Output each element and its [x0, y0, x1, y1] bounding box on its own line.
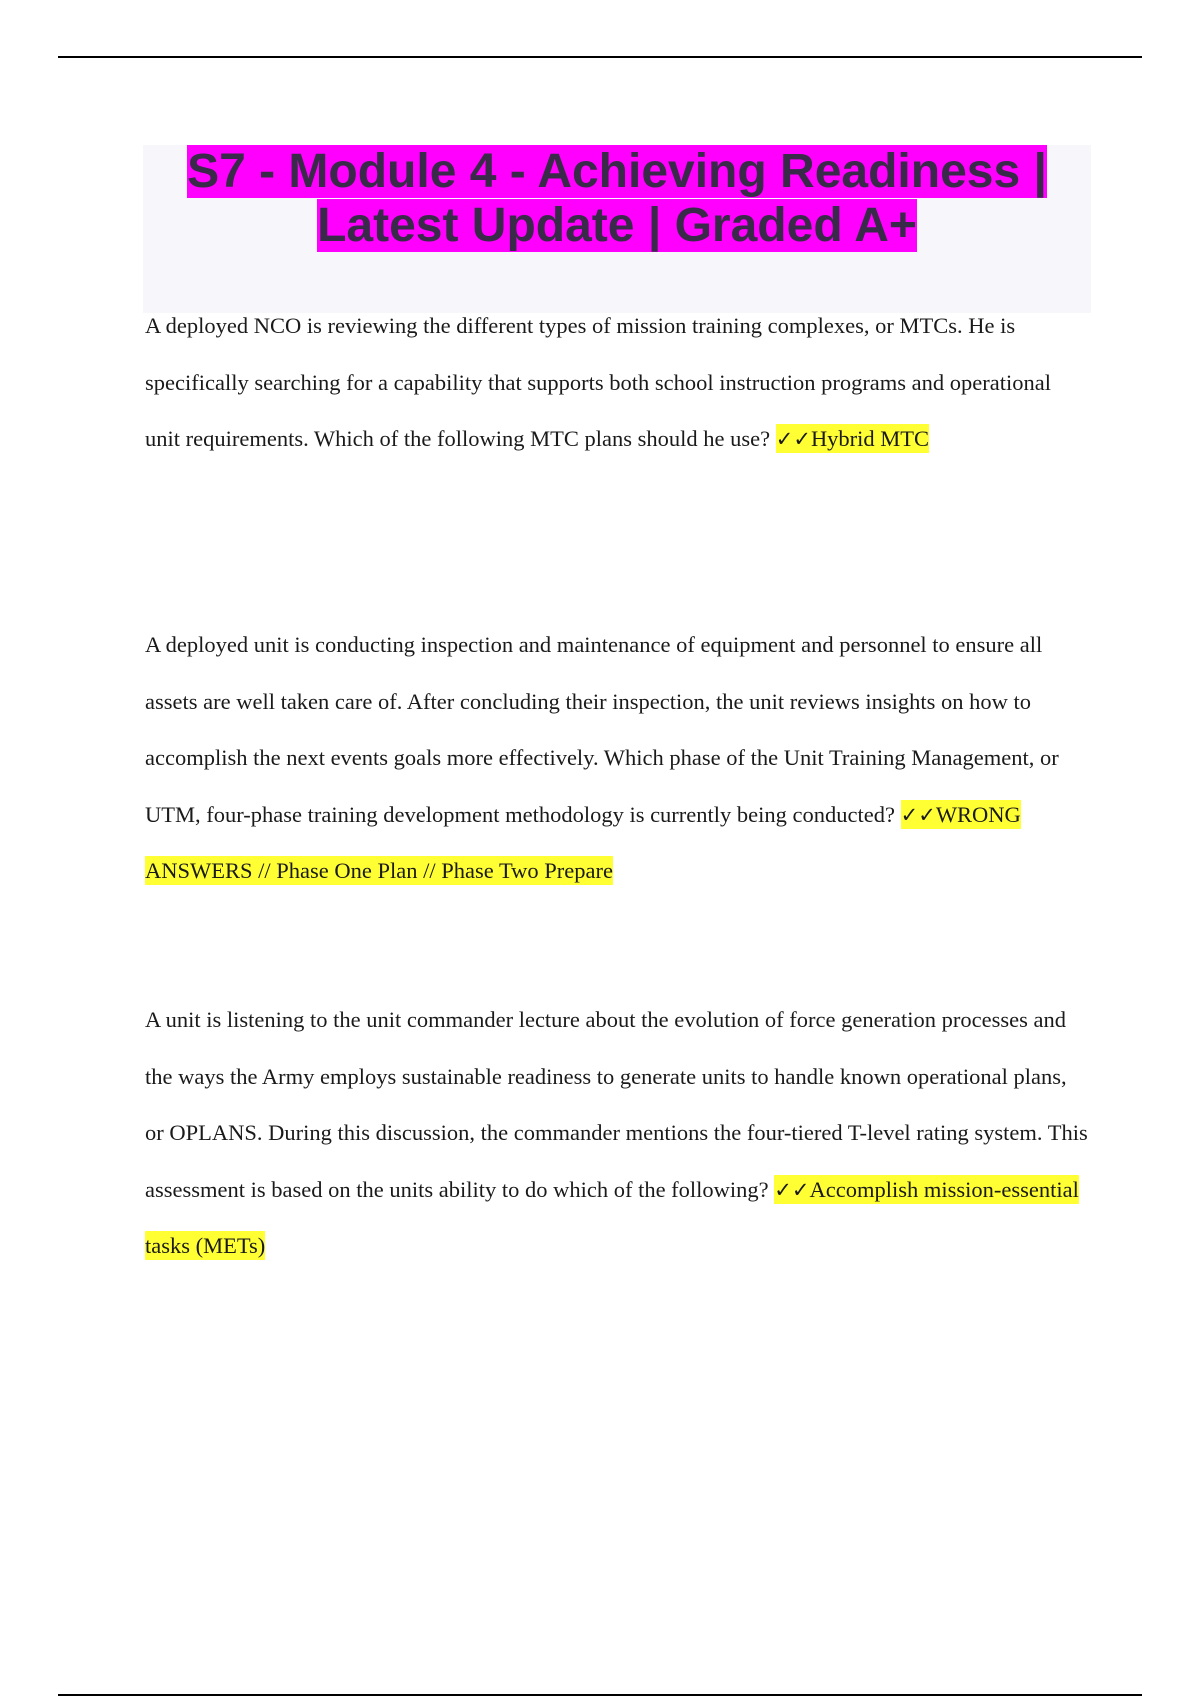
check-icon: ✓✓ — [775, 427, 811, 451]
check-icon: ✓✓ — [900, 802, 936, 827]
question-2 — [145, 617, 1090, 900]
answer-text: Hybrid MTC — [810, 426, 930, 451]
question-1 — [145, 298, 1090, 468]
document-title-text: S7 - Module 4 - Achieving Readiness | Latest Update | Graded A+ — [187, 145, 1047, 252]
question-text: A deployed NCO is reviewing the different types of mission training complexes, or MTCs. He is specifically searching for a capability that supports both school instruction programs and operational unit requirements. Which of the following MTC plans should he use? — [145, 313, 1051, 451]
question-text: A deployed unit is conducting inspection and maintenance of equipment and personnel to ensure all assets are well taken care of. After concluding their inspection, the unit reviews insights on how to accomplish the next events goals more effectively. Which phase of the Unit Training Management, or UTM, four-phase training development methodology is currently being conducted? — [145, 632, 1059, 827]
question-text: A unit is listening to the unit commander lecture about the evolution of force generation processes and the ways the Army employs sustainable readiness to generate units to handle known operational plans, or OPLANS. During this discussion, the commander mentions the four-tiered T-level rating system. This assessment is based on the units ability to do which of the following? — [145, 1007, 1088, 1202]
check-icon: ✓✓ — [774, 1177, 810, 1202]
document-title — [143, 145, 1091, 253]
top-rule — [58, 56, 1142, 58]
bottom-rule — [58, 1694, 1142, 1696]
answer-1 — [776, 424, 929, 453]
answer-text: Accomplish mission-essential tasks (METs) — [145, 1176, 1079, 1258]
question-3 — [145, 992, 1090, 1275]
answer-text: WRONG ANSWERS // Phase One Plan // Phase Two Prepare — [145, 801, 1021, 883]
title-block — [143, 145, 1091, 313]
